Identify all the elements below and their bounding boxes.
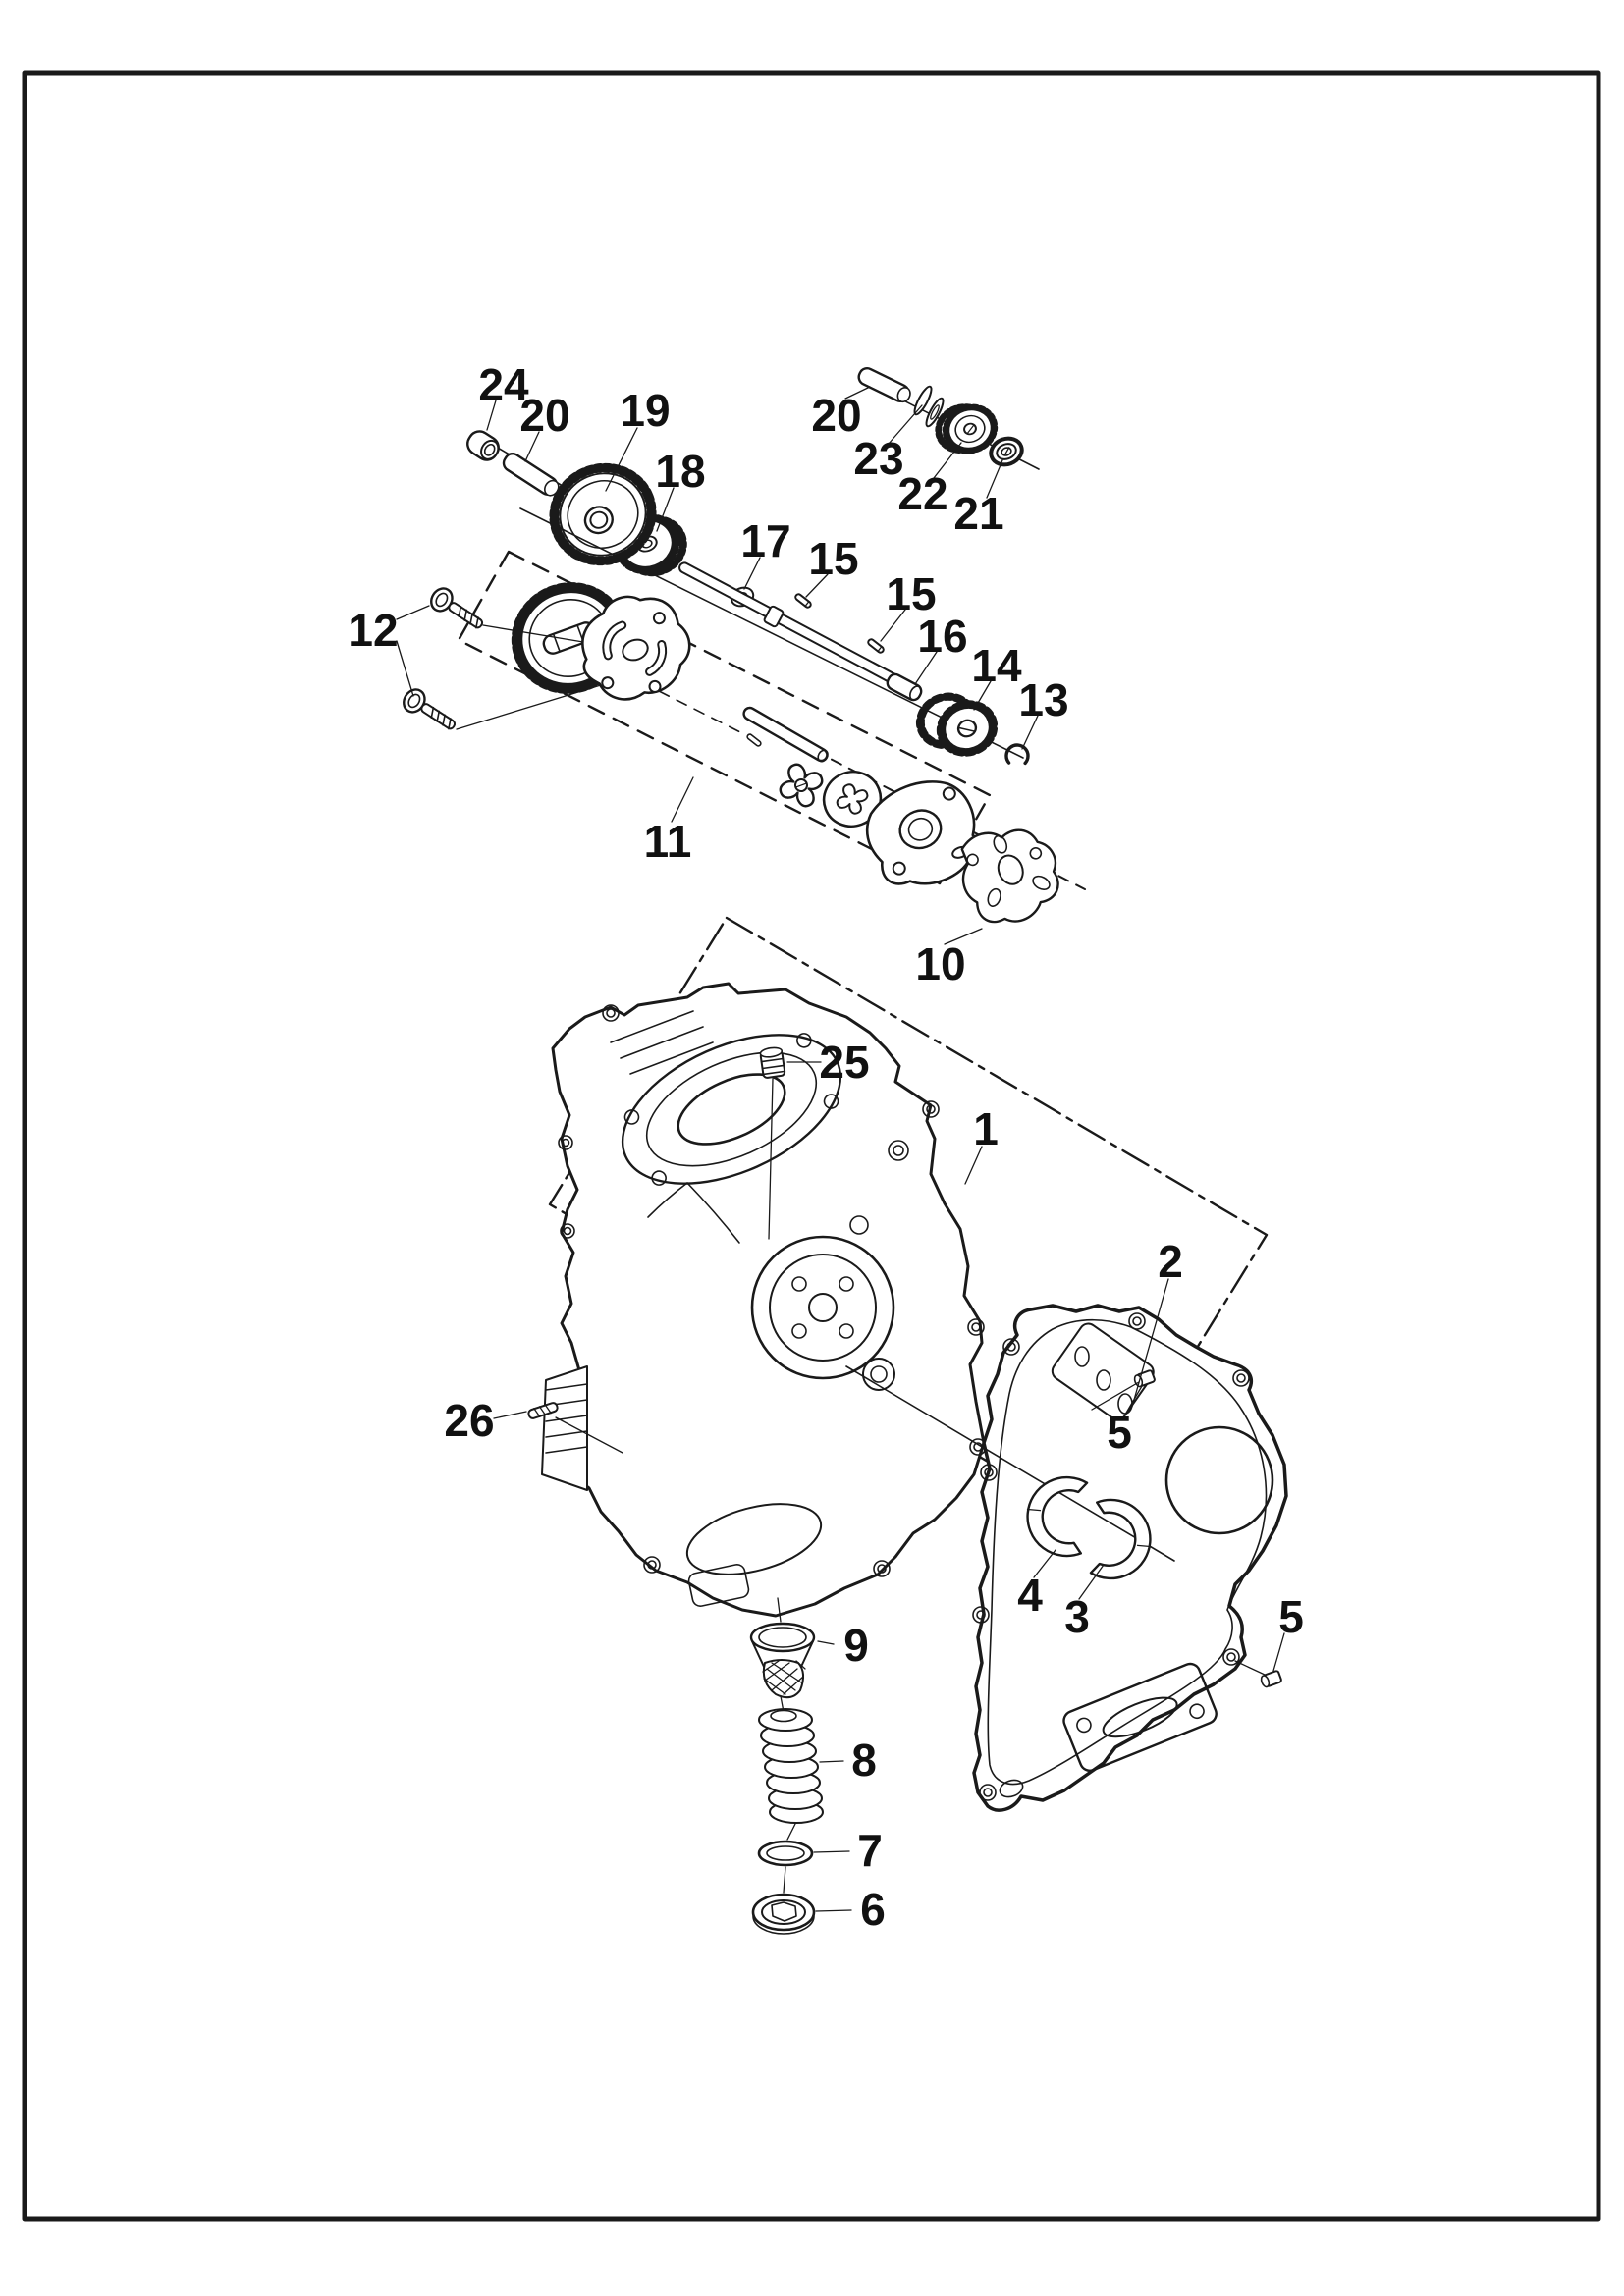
o-ring-7 (759, 1842, 812, 1893)
inner-rotor-star (774, 758, 829, 813)
exploded-diagram (348, 359, 1303, 1935)
callout-3: 3 (1064, 1591, 1090, 1642)
callout-11: 11 (643, 816, 692, 867)
rotor-shaft (741, 706, 830, 764)
circlip-13 (1002, 741, 1033, 772)
pin-20-right (856, 366, 913, 405)
callout-17: 17 (740, 515, 791, 566)
bushing-24 (463, 427, 503, 464)
pinion-gear-14 (913, 683, 1000, 765)
callout-6: 6 (860, 1884, 886, 1935)
callout-15-upper: 15 (808, 533, 859, 584)
callout-9: 9 (843, 1620, 869, 1671)
callout-8: 8 (851, 1735, 877, 1786)
callout-21: 21 (953, 488, 1004, 539)
callout-15-lower: 15 (886, 568, 937, 619)
cap-6 (753, 1895, 814, 1934)
callout-19: 19 (620, 385, 671, 436)
callout-2: 2 (1158, 1236, 1183, 1287)
callout-10: 10 (915, 938, 966, 989)
spring-8 (759, 1696, 823, 1840)
callout-26: 26 (444, 1395, 495, 1446)
callout-18: 18 (655, 446, 706, 497)
callout-22: 22 (897, 468, 948, 519)
callout-1: 1 (973, 1103, 999, 1154)
callout-16: 16 (917, 611, 968, 662)
callout-14: 14 (971, 640, 1022, 691)
pin-20-left (501, 451, 562, 499)
callout-5-lower: 5 (1278, 1591, 1304, 1642)
callout-7: 7 (857, 1825, 883, 1876)
crankcase (542, 984, 986, 1616)
pin-15-upper (794, 593, 812, 609)
callout-5-upper: 5 (1107, 1407, 1132, 1458)
callout-20-right: 20 (811, 390, 862, 441)
callout-23: 23 (853, 433, 904, 484)
callout-25: 25 (819, 1037, 870, 1088)
callout-4: 4 (1017, 1570, 1043, 1621)
callout-12: 12 (348, 605, 399, 656)
callout-20-left: 20 (519, 390, 570, 441)
sleeve-16 (885, 671, 923, 702)
callout-13: 13 (1018, 674, 1069, 725)
callout-24: 24 (478, 359, 529, 410)
pin-15-lower (867, 638, 885, 654)
